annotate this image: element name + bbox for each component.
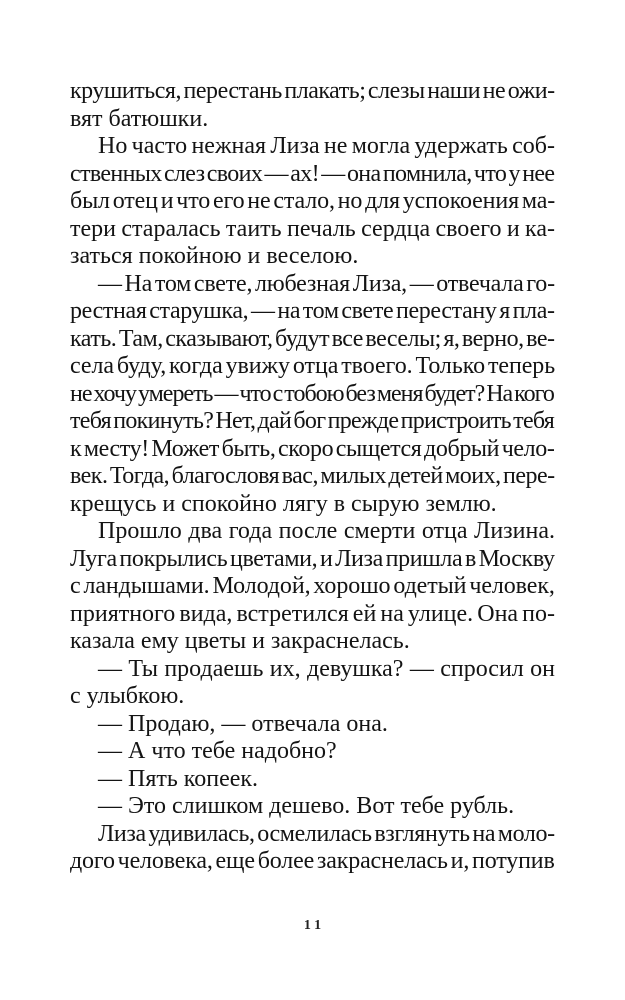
text-line bbox=[70, 78, 555, 106]
text-line-content: к месту! Может быть, скоро сыщется добрый чело- bbox=[70, 435, 555, 462]
text-line-content: Луга покрылись цветами, и Лиза пришла в Москву bbox=[70, 545, 555, 572]
text-line-content: не хочу умереть — что с тобою без меня будет? На кого bbox=[70, 380, 554, 407]
text-line bbox=[70, 656, 555, 684]
text-block bbox=[70, 78, 555, 876]
text-line bbox=[70, 491, 555, 519]
text-line-content: — Пять копеек. bbox=[98, 765, 259, 792]
text-line bbox=[70, 381, 555, 409]
text-line bbox=[70, 408, 555, 436]
text-line-content: приятного вида, встретился ей на улице. Она по- bbox=[70, 600, 555, 627]
text-line bbox=[70, 463, 555, 491]
text-line bbox=[70, 518, 555, 546]
text-line bbox=[70, 106, 555, 134]
text-line bbox=[70, 821, 555, 849]
text-line-content: — На том свете, любезная Лиза, — отвечала го- bbox=[98, 270, 555, 297]
text-line bbox=[70, 601, 555, 629]
text-line bbox=[70, 326, 555, 354]
text-line bbox=[70, 133, 555, 161]
text-line-content: Лиза удивилась, осмелилась взглянуть на моло- bbox=[98, 820, 555, 847]
text-line-content: крещусь и спокойно лягу в сырую землю. bbox=[70, 490, 497, 517]
text-line bbox=[70, 436, 555, 464]
text-line bbox=[70, 766, 555, 794]
text-line-content: крушиться, перестань плакать; слезы наши не ожи- bbox=[70, 78, 555, 104]
text-line bbox=[70, 161, 555, 189]
text-line bbox=[70, 738, 555, 766]
text-line bbox=[70, 628, 555, 656]
text-line bbox=[70, 216, 555, 244]
text-line bbox=[70, 848, 555, 876]
text-line-content: ственных слез своих — ах! — она помнила, что у нее bbox=[70, 160, 555, 187]
text-line bbox=[70, 573, 555, 601]
text-line-content: — Продаю, — отвечала она. bbox=[98, 710, 388, 737]
text-line-content: тебя покинуть? Нет, дай бог прежде пристроить тебя bbox=[70, 408, 555, 434]
text-line-content: Но часто нежная Лиза не могла удержать соб- bbox=[98, 133, 555, 159]
text-line-content: кать. Там, сказывают, будут все веселы; я, верно, ве- bbox=[70, 325, 555, 352]
text-line bbox=[70, 188, 555, 216]
text-line bbox=[70, 271, 555, 299]
text-line-content: дого человека, еще более закраснелась и, потупив bbox=[70, 848, 555, 874]
text-line bbox=[70, 793, 555, 821]
text-line-content: с улыбкою. bbox=[70, 683, 185, 709]
text-line-content: тери старалась таить печаль сердца своего и ка- bbox=[70, 215, 556, 242]
text-line bbox=[70, 298, 555, 326]
text-line-content: казала ему цветы и закраснелась. bbox=[70, 628, 410, 654]
text-line-content: с ландышами. Молодой, хорошо одетый человек, bbox=[70, 573, 555, 599]
text-line-content: — Это слишком дешево. Вот тебе рубль. bbox=[98, 793, 515, 819]
text-line bbox=[70, 546, 555, 574]
text-line-content: заться покойною и веселою. bbox=[70, 243, 359, 269]
text-line-content: — Ты продаешь их, девушка? — спросил он bbox=[98, 655, 555, 682]
text-line bbox=[70, 243, 555, 271]
text-line-content: Прошло два года после смерти отца Лизина. bbox=[98, 518, 555, 544]
text-line-content: — А что тебе надобно? bbox=[98, 738, 337, 764]
text-line-content: вят батюшки. bbox=[70, 105, 209, 132]
text-line-content: век. Тогда, благословя вас, милых детей моих, пере- bbox=[70, 463, 555, 489]
text-line-content: рестная старушка, — на том свете перестану я пла- bbox=[70, 298, 555, 324]
page-number: 11 bbox=[303, 918, 326, 933]
text-line bbox=[70, 711, 555, 739]
text-line bbox=[70, 353, 555, 381]
text-line bbox=[70, 683, 555, 711]
text-line-content: села буду, когда увижу отца твоего. Только теперь bbox=[70, 353, 556, 379]
text-line-content: был отец и что его не стало, но для успокоения ма- bbox=[70, 188, 556, 214]
